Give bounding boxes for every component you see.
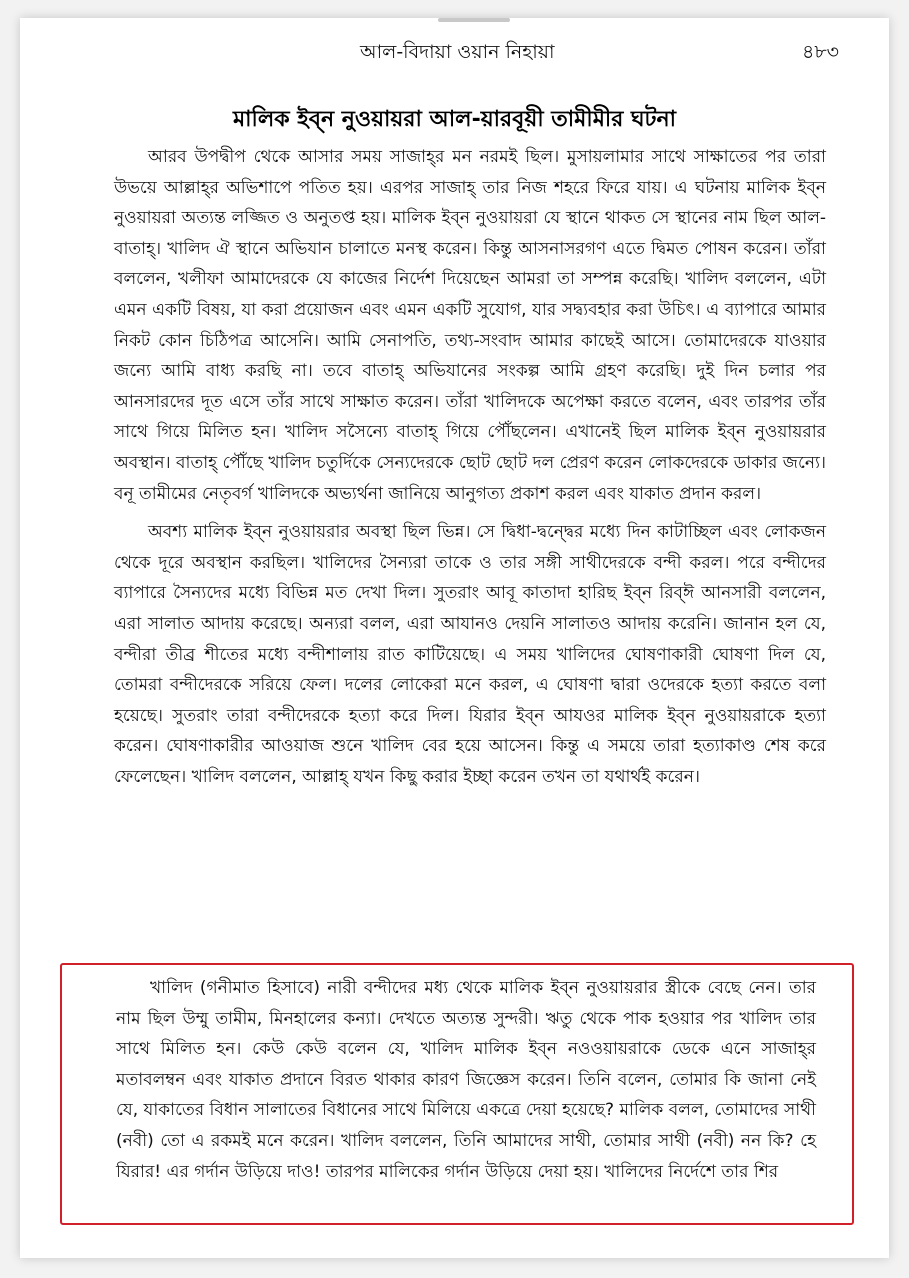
- paragraph: অবশ্য মালিক ইব্‌ন নুওয়ায়রার অবস্থা ছিল ভিন্ন। সে দ্বিধা-দ্বন্দ্বের মধ্যে দিন কাটাচ্ছিল এবং লোকজন থেকে দূরে অবস্থান করছিল। খালিদের সৈন্যরা তাকে ও তার সঙ্গী সাথীদেরকে বন্দী করল। পরে বন্দীদের ব্যাপারে সৈন্যদের মধ্যে বিভিন্ন মত দেখা দিল। সুতরাং আবূ কাতাদা হারিছ ইব্‌ন রিব্‌ঈ আনসারী বললেন, এরা সালাত আদায় করেছে। অন্যরা বলল, এরা আযানও দেয়নি সালাতও আদায় করেনি। জানান হল যে, বন্দীরা তীব্র শীতের মধ্যে বন্দীশালায় রাত কাটিয়েছে। এ সময় খালিদের ঘোষণাকারী ঘোষণা দিল যে, তোমরা বন্দীদেরকে সরিয়ে ফেল। দলের লোকেরা মনে করল, এ ঘোষণা দ্বারা ওদেরকে হত্যা করতে বলা হয়েছে। সুতরাং তারা বন্দীদেরকে হত্যা করে দিল। যিরার ইব্‌ন আযওর মালিক ইব্‌ন নুওয়ায়রাকে হত্যা করেন। ঘোষণাকারীর আওয়াজ শুনে খালিদ বের হয়ে আসেন। কিন্তু এ সময়ে তারা হত্যাকাণ্ড শেষ করে ফেলেছেন। খালিদ বললেন, আল্লাহ্‌ যখন কিছু করার ইচ্ছা করেন তখন তা যথার্থই করেন।: [114, 522, 826, 787]
- scroll-handle[interactable]: [438, 18, 510, 22]
- highlighted-paragraph: খালিদ (গনীমাত হিসাবে) নারী বন্দীদের মধ্য থেকে মালিক ইব্‌ন নুওয়ায়রার স্ত্রীকে বেছে নেন। তার নাম ছিল উম্মু তামীম, মিনহালের কন্যা। দেখতে অত্যন্ত সুন্দরী। ঋতু থেকে পাক হওয়ার পর খালিদ তার সাথে মিলিত হন। কেউ কেউ বলেন যে, খালিদ মালিক ইব্‌ন নওওয়ায়রাকে ডেকে এনে সাজাহ্‌র মতাবলম্বন এবং যাকাত প্রদানে বিরত থাকার কারণ জিজ্ঞেস করেন। তিনি বলেন, তোমার কি জানা নেই যে, যাকাতের বিধান সালাতের বিধানের সাথে মিলিয়ে একত্রে দেয়া হয়েছে? মালিক বলল, তোমাদের সাথী (নবী) তো এ রকমই মনে করেন। খালিদ বললেন, তিনি আমাদের সাথী, তোমার সাথী (নবী) নন কি? হে যিরার! এর গর্দান উড়িয়ে দাও! তারপর মালিকের গর্দান উড়িয়ে দেয়া হয়। খালিদের নির্দেশে তার শির: [116, 978, 816, 1182]
- paragraph: আরব উপদ্বীপ থেকে আসার সময় সাজাহ্‌র মন নরমই ছিল। মুসায়লামার সাথে সাক্ষাতের পর তারা উভয়ে আল্লাহ্‌র অভিশাপে পতিত হয়। এরপর সাজাহ্‌ তার নিজ শহরে ফিরে যায়। এ ঘটনায় মালিক ইব্‌ন নুওয়ায়রা অত্যন্ত লজ্জিত ও অনুতপ্ত হয়। মালিক ইব্‌ন নুওয়ায়রা যে স্থানে থাকত সে স্থানের নাম ছিল আল-বাতাহ্‌। খালিদ ঐ স্থানে অভিযান চালাতে মনস্থ করেন। কিন্তু আসনাসরগণ এতে দ্বিমত পোষন করেন। তাঁরা বললেন, খলীফা আমাদেরকে যে কাজের নির্দেশ দিয়েছেন আমরা তা সম্পন্ন করেছি। খালিদ বললেন, এটা এমন একটি বিষয়, যা করা প্রয়োজন এবং এমন একটি সুযোগ, যার সদ্ব্যবহার করা উচিৎ। এ ব্যাপারে আমার নিকট কোন চিঠিপত্র আসেনি। আমি সেনাপতি, তথ্য-সংবাদ আমার কাছেই আসে। তোমাদেরকে যাওয়ার জন্যে আমি বাধ্য করছি না। তবে বাতাহ্‌ অভিযানের সংকল্প আমি গ্রহণ করেছি। দুই দিন চলার পর আনসারদের দূত এসে তাঁর সাথে সাক্ষাত করেন। তাঁরা খালিদকে অপেক্ষা করতে বলেন, এবং তারপর তাঁর সাথে গিয়ে মিলিত হন। খালিদ সসৈন্যে বাতাহ্‌ গিয়ে পৌঁছলেন। এখানেই ছিল মালিক ইব্‌ন নুওয়ায়রার অবস্থান। বাতাহ্‌ পৌঁছে খালিদ চতুর্দিকে সেন্যদেরকে ছোট ছোট দল প্রেরণ করেন লোকদেরকে ডাকার জন্যে। বনূ তামীমের নেতৃবর্গ খালিদকে অভ্যর্থনা জানিয়ে আনুগত্য প্রকাশ করল এবং যাকাত প্রদান করল।: [114, 147, 826, 504]
- section-title: মালিক ইব্ন নুওয়ায়রা আল-য়ারবূয়ী তামীমীর ঘটনা: [232, 107, 677, 132]
- body-text: [114, 142, 826, 800]
- page-number: ৪৮৩: [801, 41, 839, 63]
- running-title: আল-বিদায়া ওয়ান নিহায়া: [360, 41, 555, 63]
- document-page: [20, 18, 889, 1258]
- running-header: [20, 38, 889, 68]
- highlighted-region: [60, 963, 854, 1225]
